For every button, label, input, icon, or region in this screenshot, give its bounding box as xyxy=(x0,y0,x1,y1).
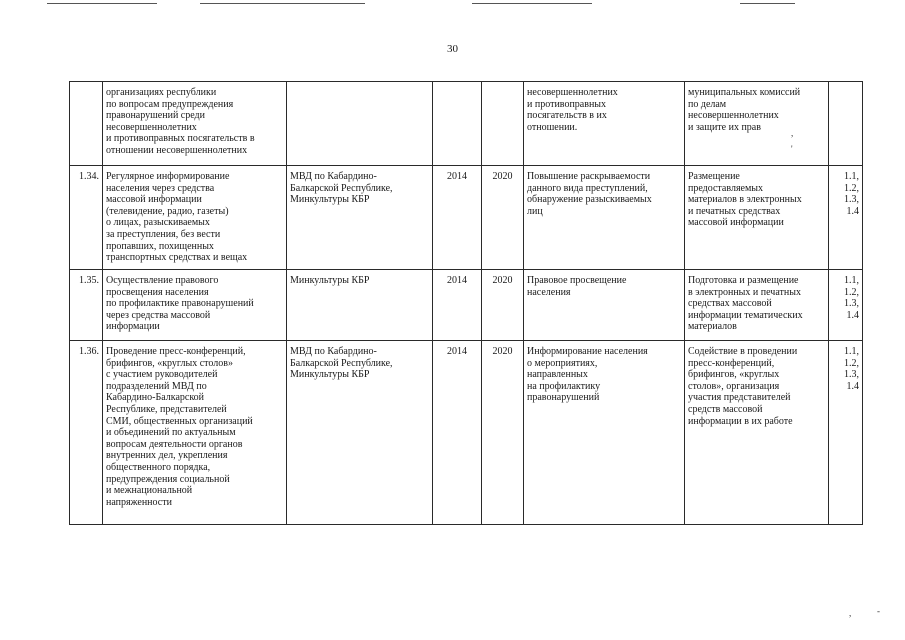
result-cell: несовершеннолетних и противоправных посягательств в их отношении. xyxy=(524,82,685,166)
measures-table xyxy=(69,81,863,525)
refs-cell: 1.1, 1.2, 1.3, 1.4 xyxy=(829,341,863,525)
result-cell: Информирование населения о мероприятиях, направленных на профилактику правонарушений xyxy=(524,341,685,525)
mechanism-cell: Размещение предоставляемых материалов в электронных и печатных средствах массовой информации xyxy=(685,166,829,270)
executor-cell xyxy=(287,82,433,166)
table-row xyxy=(70,166,863,270)
executor-cell: МВД по Кабардино- Балкарской Республике, Минкультуры КБР xyxy=(287,341,433,525)
measure-cell: Проведение пресс-конференций, брифингов, «круглых столов» с участием руководителей подразделений МВД по Кабардино-Балкарской Республике, представителей СМИ, общественных организаций и объединений по актуальным вопросам деятельности органов внутренних дел, укрепления общественного порядка, предупреждения социальной и межнациональной напряженности xyxy=(103,341,287,525)
table-row xyxy=(70,270,863,341)
executor-cell: МВД по Кабардино- Балкарской Республике, Минкультуры КБР xyxy=(287,166,433,270)
result-cell: Правовое просвещение населения xyxy=(524,270,685,341)
refs-cell: 1.1, 1.2, 1.3, 1.4 xyxy=(829,270,863,341)
scan-speck: , xyxy=(849,608,852,618)
end-year-cell: 2020 xyxy=(482,166,524,270)
top-rule-2 xyxy=(200,3,365,4)
executor-cell: Минкультуры КБР xyxy=(287,270,433,341)
measure-cell: организациях республики по вопросам предупреждения правонарушений среди несовершеннолетних и противоправных посягательств в отношении несовершеннолетних xyxy=(103,82,287,166)
start-year-cell: 2014 xyxy=(433,270,482,341)
measure-cell: Осуществление правового просвещения населения по профилактике правонарушений через средства массовой информации xyxy=(103,270,287,341)
scan-speck: , xyxy=(791,128,794,138)
row-number-cell: 1.34. xyxy=(70,166,103,270)
scan-speck: - xyxy=(877,606,880,616)
row-number-cell xyxy=(70,82,103,166)
end-year-cell: 2020 xyxy=(482,341,524,525)
end-year-cell: 2020 xyxy=(482,270,524,341)
table-row xyxy=(70,341,863,525)
start-year-cell: 2014 xyxy=(433,341,482,525)
scan-speck: ' xyxy=(791,144,793,154)
result-cell: Повышение раскрываемости данного вида преступлений, обнаружение разыскиваемых лиц xyxy=(524,166,685,270)
page-number: 30 xyxy=(447,43,458,55)
measure-cell: Регулярное информирование населения через средства массовой информации (телевидение, радио, газеты) о лицах, разыскиваемых за преступления, без вести пропавших, похищенных транспортных средствах и вещах xyxy=(103,166,287,270)
mechanism-cell: Содействие в проведении пресс-конференций, брифингов, «круглых столов», организация участия представителей средств массовой информации в их работе xyxy=(685,341,829,525)
table-row xyxy=(70,82,863,166)
refs-cell: 1.1, 1.2, 1.3, 1.4 xyxy=(829,166,863,270)
start-year-cell xyxy=(433,82,482,166)
top-rule-4 xyxy=(740,3,795,4)
end-year-cell xyxy=(482,82,524,166)
row-number-cell: 1.35. xyxy=(70,270,103,341)
mechanism-cell: муниципальных комиссий по делам несовершеннолетних и защите их прав xyxy=(685,82,829,166)
mechanism-cell: Подготовка и размещение в электронных и печатных средствах массовой информации тематических материалов xyxy=(685,270,829,341)
top-rule-1 xyxy=(47,3,157,4)
start-year-cell: 2014 xyxy=(433,166,482,270)
top-rule-3 xyxy=(472,3,592,4)
refs-cell xyxy=(829,82,863,166)
row-number-cell: 1.36. xyxy=(70,341,103,525)
